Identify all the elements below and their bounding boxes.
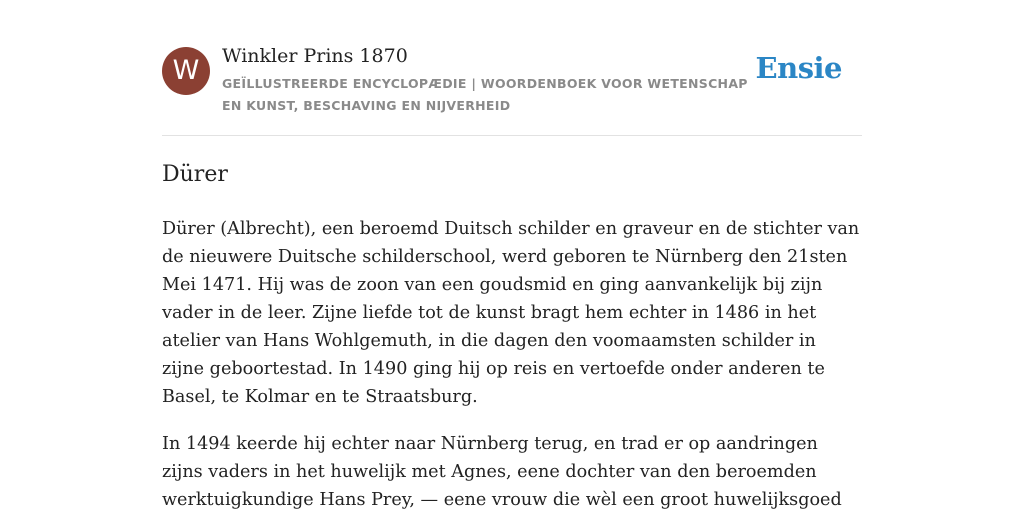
source-title[interactable]: Winkler Prins 1870 [222,45,408,67]
page-title: Dürer [162,162,228,187]
article-paragraph: Dürer (Albrecht), een beroemd Duitsch schilder en graveur en de stichter van de nieuwere Duitsche schilderschool, werd geboren te Nürnberg den 21sten Mei 1471. Hij was de zoon van een goudsmid en ging aanvankelijk bij zijn vader in de leer. Zijne liefde tot de kunst bragt hem echter in 1486 in het atelier van Hans Wohlgemuth, in die dagen den voomaamsten schilder in zijne geboortestad. In 1490 ging hij op reis en vertoefde onder anderen te Basel, te Kolmar en te Straatsburg. [162,219,860,407]
ensie-logo[interactable]: Ensie [755,51,842,85]
page-container [162,0,862,514]
article-paragraph: In 1494 keerde hij echter naar Nürnberg terug, en trad er op aandringen zijns vaders in het huwelijk met Agnes, eene dochter van den beroemden werktuigkundige Hans Prey, — eene vrouw die wèl een groot huwelijksgoed [162,434,842,510]
article [162,159,862,514]
source-header [162,0,862,136]
source-avatar[interactable]: W [162,47,210,95]
source-subtitle: GEÏLLUSTREERDE ENCYCLOPÆDIE | WOORDENBOEK VOOR WETENSCHAP EN KUNST, BESCHAVING EN NIJVERHEID [222,76,748,113]
